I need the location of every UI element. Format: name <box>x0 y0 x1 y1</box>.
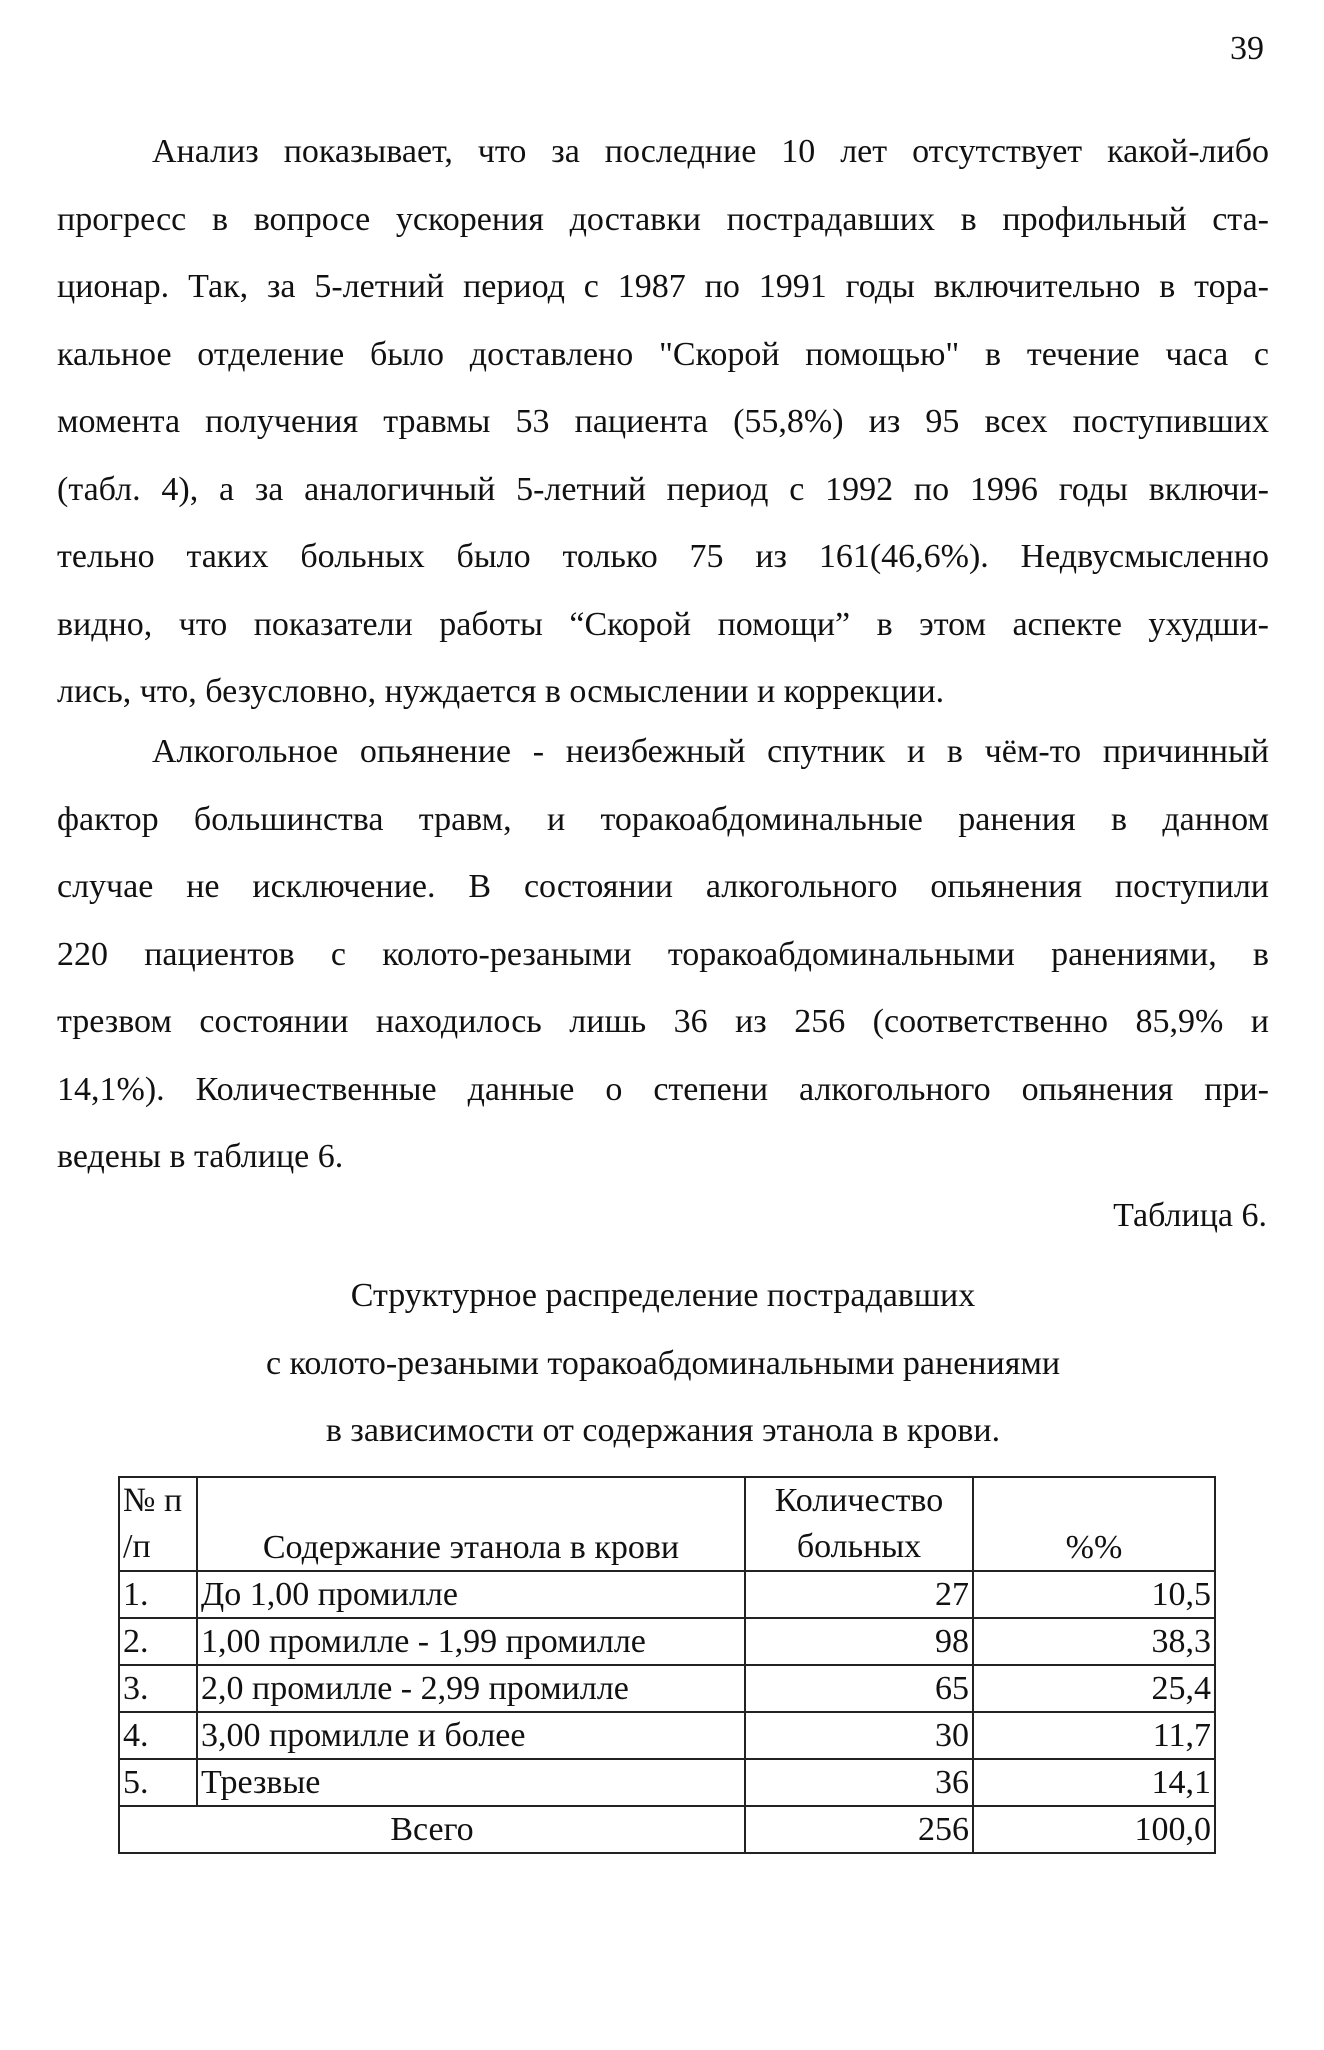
text-line: случае не исключение. В состоянии алкогольного опьянения поступили <box>57 868 1269 905</box>
text-line: видно, что показатели работы “Скорой помощи” в этом аспекте ухудши- <box>57 605 1269 643</box>
page-number: 39 <box>1230 30 1264 67</box>
table-row <box>119 1712 1215 1759</box>
header-count <box>745 1477 973 1571</box>
row-percent: 10,5 <box>973 1571 1215 1618</box>
text-line: ционар. Так, за 5-летний период с 1987 по 1991 годы включительно в тора- <box>57 268 1269 305</box>
table-row <box>119 1571 1215 1618</box>
table-total-row <box>119 1806 1215 1853</box>
total-percent: 100,0 <box>973 1806 1215 1853</box>
header-percent: %% <box>973 1477 1215 1571</box>
caption-line: в зависимости от содержания этанола в крови. <box>325 1412 1001 1449</box>
row-percent: 14,1 <box>973 1759 1215 1806</box>
text-line: лись, что, безусловно, нуждается в осмыслении и коррекции. <box>57 673 945 710</box>
row-label: 1,00 промилле - 1,99 промилле <box>197 1618 745 1665</box>
row-num: 3. <box>119 1665 197 1712</box>
table-row <box>119 1665 1215 1712</box>
row-label: 3,00 промилле и более <box>197 1712 745 1759</box>
total-count: 256 <box>745 1806 973 1853</box>
total-label: Всего <box>119 1806 745 1853</box>
row-num: 1. <box>119 1571 197 1618</box>
row-count: 27 <box>745 1571 973 1618</box>
table-header-row <box>119 1477 1215 1571</box>
row-count: 36 <box>745 1759 973 1806</box>
text-line: 220 пациентов с колото-резаными торакоабдоминальными ранениями, в <box>57 935 1269 973</box>
text-line: (табл. 4), а за аналогичный 5-летний период с 1992 по 1996 годы включи- <box>57 470 1269 508</box>
text-line: момента получения травмы 53 пациента (55,8%) из 95 всех поступивших <box>57 403 1269 440</box>
table-row <box>119 1759 1215 1806</box>
text-line: прогресс в вопросе ускорения доставки пострадавших в профильный ста- <box>57 200 1269 238</box>
text-line: Анализ показывает, что за последние 10 лет отсутствует какой-либо <box>152 133 1269 170</box>
text-line: трезвом состоянии находилось лишь 36 из 256 (соответственно 85,9% и <box>57 1003 1269 1040</box>
header-content: Содержание этанола в крови <box>197 1477 745 1571</box>
text-line: Алкогольное опьянение - неизбежный спутник и в чём-то причинный <box>152 733 1269 770</box>
row-count: 98 <box>745 1618 973 1665</box>
caption-line: Структурное распределение пострадавших <box>350 1277 976 1314</box>
row-num: 4. <box>119 1712 197 1759</box>
table-row <box>119 1618 1215 1665</box>
text-line: 14,1%). Количественные данные о степени алкогольного опьянения при- <box>57 1070 1269 1108</box>
text-line: фактор большинства травм, и торакоабдоминальные ранения в данном <box>57 800 1269 838</box>
caption-line: с колото-резаными торакоабдоминальными ранениями <box>265 1344 1061 1382</box>
row-count: 65 <box>745 1665 973 1712</box>
ethanol-table <box>118 1476 1216 1854</box>
header-num <box>119 1477 197 1571</box>
paragraph-1 <box>57 118 1269 726</box>
row-num: 2. <box>119 1618 197 1665</box>
text-line: кальное отделение было доставлено "Скорой помощью" в течение часа с <box>57 335 1269 373</box>
paragraph-2 <box>57 718 1269 1191</box>
row-label: Трезвые <box>197 1759 745 1806</box>
row-percent: 11,7 <box>973 1712 1215 1759</box>
row-percent: 25,4 <box>973 1665 1215 1712</box>
text-line: тельно таких больных было только 75 из 161(46,6%). Недвусмысленно <box>57 538 1269 575</box>
row-num: 5. <box>119 1759 197 1806</box>
header-count-line2: больных <box>796 1528 922 1565</box>
row-label: До 1,00 промилле <box>197 1571 745 1618</box>
row-count: 30 <box>745 1712 973 1759</box>
table-label: Таблица 6. <box>1113 1197 1267 1234</box>
row-percent: 38,3 <box>973 1618 1215 1665</box>
row-label: 2,0 промилле - 2,99 промилле <box>197 1665 745 1712</box>
header-num-line2: /п <box>123 1528 151 1565</box>
table-caption <box>57 1262 1269 1465</box>
header-count-line1: Количество <box>774 1482 944 1519</box>
header-num-line1: № п <box>123 1482 183 1519</box>
text-line: ведены в таблице 6. <box>57 1138 344 1175</box>
